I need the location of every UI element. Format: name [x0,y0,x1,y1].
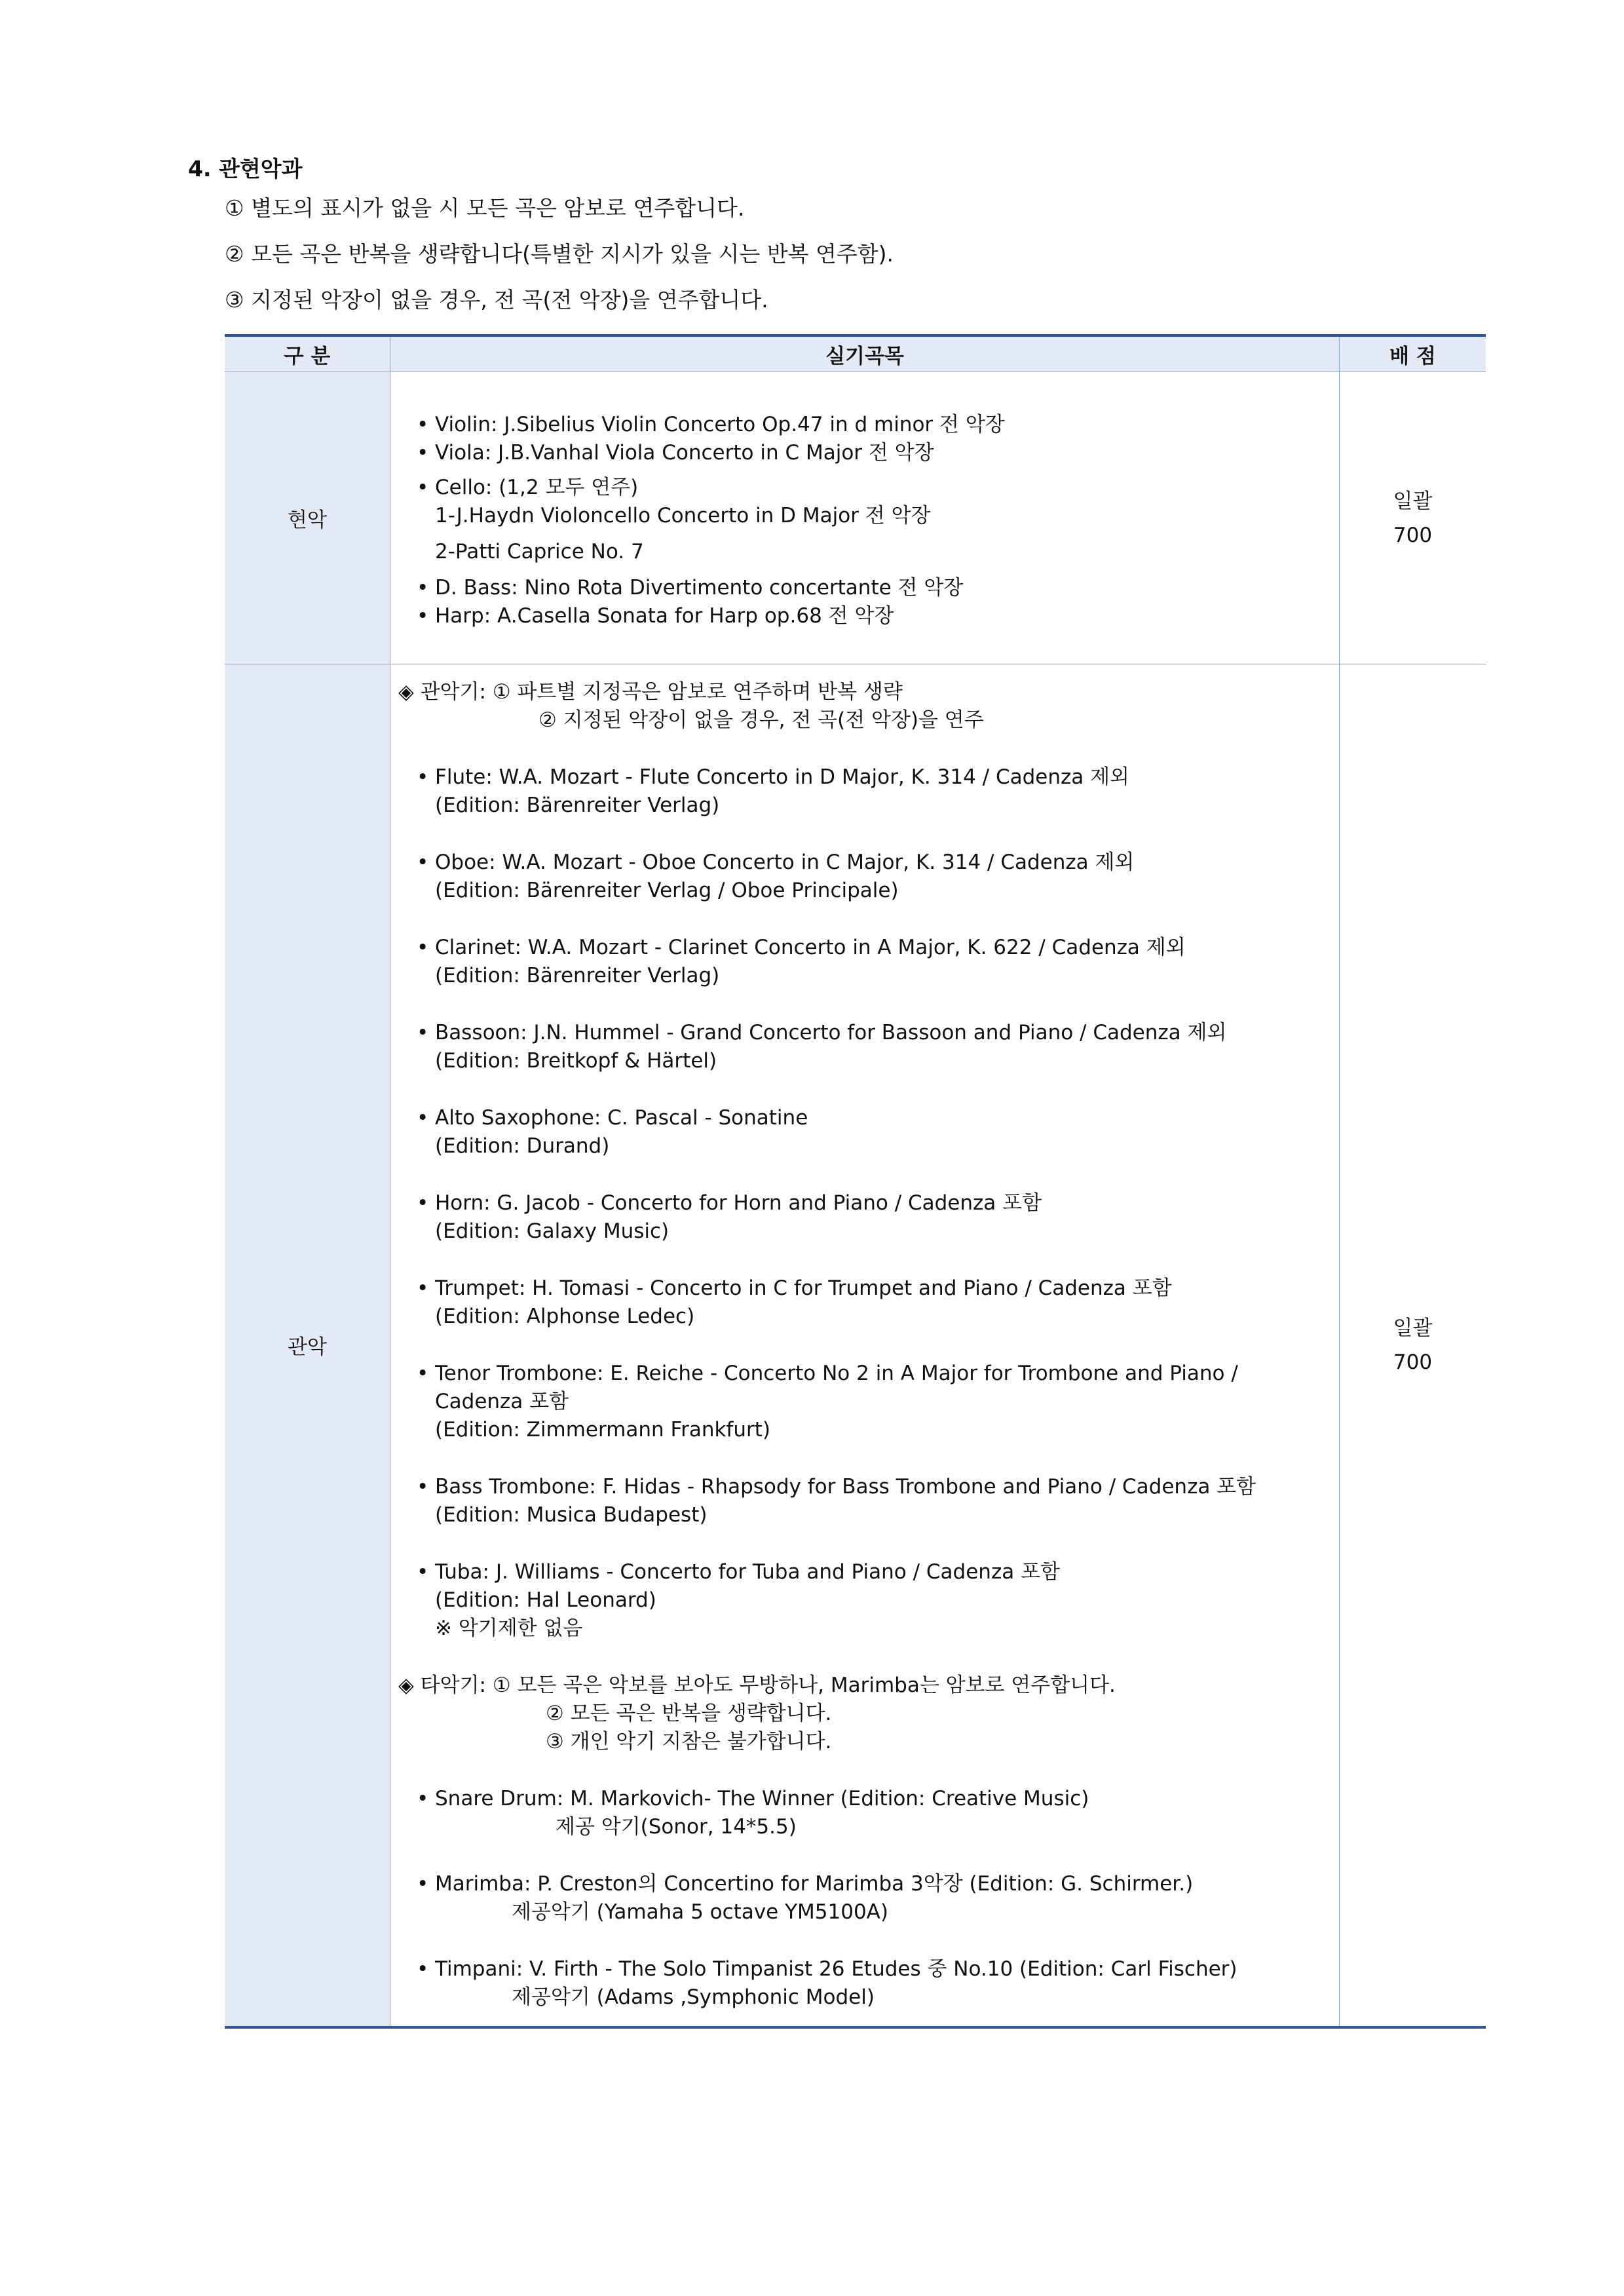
edition-line: (Edition: Musica Budapest) [435,1503,708,1527]
list-item: • Oboe: W.A. Mozart - Oboe Concerto in C Major, K. 314 / Cadenza 제외 [417,851,1135,875]
edition-line: (Edition: Hal Leonard) [435,1588,656,1613]
table-row-strings [225,372,1486,664]
list-item: • Bassoon: J.N. Hummel - Grand Concerto for Bassoon and Piano / Cadenza 제외 [417,1021,1227,1045]
list-item: • Timpani: V. Firth - The Solo Timpanist 26 Etudes 중 No.10 (Edition: Carl Fischer) [417,1957,1237,1981]
note-item: ③ 지정된 악장이 없을 경우, 전 곡(전 악장)을 연주합니다. [225,287,768,313]
category-cell: 현악 [225,372,390,664]
percussion-note: ② 모든 곡은 반복을 생략합니다. [546,1702,832,1726]
section-title: 4. 관현악과 [188,156,303,182]
category-cell: 관악 [225,664,390,2027]
list-item: • Harp: A.Casella Sonata for Harp op.68 전 악장 [417,604,894,628]
list-item: • Tuba: J. Williams - Concerto for Tuba and Piano / Cadenza 포함 [417,1560,1060,1584]
list-item-continued: Cadenza 포함 [435,1390,569,1414]
table-row-winds [225,664,1486,2027]
note-item: ① 별도의 표시가 없을 시 모든 곡은 암보로 연주합니다. [225,195,745,221]
score-cell [1340,664,1486,2027]
edition-line: (Edition: Alphonse Ledec) [435,1305,695,1329]
header-score: 배 점 [1340,335,1486,372]
list-item: • Marimba: P. Creston의 Concertino for Marimba 3악장 (Edition: G. Schirmer.) [417,1872,1194,1896]
edition-line: (Edition: Breitkopf & Härtel) [435,1049,717,1073]
list-item: 2-Patti Caprice No. 7 [435,540,644,564]
wind-note: ② 지정된 악장이 없을 경우, 전 곡(전 악장)을 연주 [538,708,984,733]
note-item: ② 모든 곡은 반복을 생략합니다(특별한 지시가 있을 시는 반복 연주함). [225,241,894,267]
instrument-line: 제공악기 (Adams ,Symphonic Model) [512,1985,875,2010]
list-item: 1-J.Haydn Violoncello Concerto in D Major 전 악장 [435,504,931,527]
list-item: • Flute: W.A. Mozart - Flute Concerto in D Major, K. 314 / Cadenza 제외 [417,765,1130,790]
pieces-cell [390,372,1340,664]
note-line: ※ 악기제한 없음 [435,1617,583,1641]
instrument-line: 제공악기 (Yamaha 5 octave YM5100A) [512,1900,888,1924]
repertoire-table [225,334,1486,2029]
score-label: 일괄 [1393,489,1433,513]
score-value: 700 [1393,1350,1433,1374]
list-item: • Alto Saxophone: C. Pascal - Sonatine [417,1106,808,1130]
edition-line: (Edition: Bärenreiter Verlag) [435,964,720,988]
edition-line: (Edition: Bärenreiter Verlag) [435,794,720,818]
edition-line: (Edition: Galaxy Music) [435,1219,670,1244]
list-item: • Tenor Trombone: E. Reiche - Concerto No 2 in A Major for Trombone and Piano / [417,1362,1238,1386]
wind-note: ◈ 관악기: ① 파트별 지정곡은 암보로 연주하며 반복 생략 [398,680,903,704]
list-item: • Cello: (1,2 모두 연주) [417,476,639,499]
list-item: • Trumpet: H. Tomasi - Concerto in C for Trumpet and Piano / Cadenza 포함 [417,1276,1172,1301]
edition-line: (Edition: Durand) [435,1134,610,1158]
percussion-note: ◈ 타악기: ① 모든 곡은 악보를 보아도 무방하나, Marimba는 암보로 연주합니다. [398,1674,1116,1698]
notes-list [225,197,894,334]
edition-line: (Edition: Zimmermann Frankfurt) [435,1418,770,1442]
list-item: • D. Bass: Nino Rota Divertimento concertante 전 악장 [417,576,964,600]
score-label: 일괄 [1393,1316,1433,1340]
table-header-row [225,335,1486,372]
pieces-cell [390,664,1340,2027]
list-item: • Violin: J.Sibelius Violin Concerto Op.47 in d minor 전 악장 [417,413,1005,436]
score-value: 700 [1393,523,1433,547]
header-pieces: 실기곡목 [390,335,1340,372]
instrument-line: 제공 악기(Sonor, 14*5.5) [556,1815,797,1839]
header-category: 구 분 [225,335,390,372]
list-item: • Clarinet: W.A. Mozart - Clarinet Concerto in A Major, K. 622 / Cadenza 제외 [417,936,1186,960]
score-cell [1340,372,1486,664]
list-item: • Snare Drum: M. Markovich- The Winner (Edition: Creative Music) [417,1787,1089,1811]
edition-line: (Edition: Bärenreiter Verlag / Oboe Principale) [435,879,899,903]
list-item: • Bass Trombone: F. Hidas - Rhapsody for Bass Trombone and Piano / Cadenza 포함 [417,1475,1256,1499]
percussion-note: ③ 개인 악기 지참은 불가합니다. [546,1730,832,1754]
list-item: • Viola: J.B.Vanhal Viola Concerto in C Major 전 악장 [417,441,934,465]
list-item: • Horn: G. Jacob - Concerto for Horn and Piano / Cadenza 포함 [417,1191,1042,1215]
